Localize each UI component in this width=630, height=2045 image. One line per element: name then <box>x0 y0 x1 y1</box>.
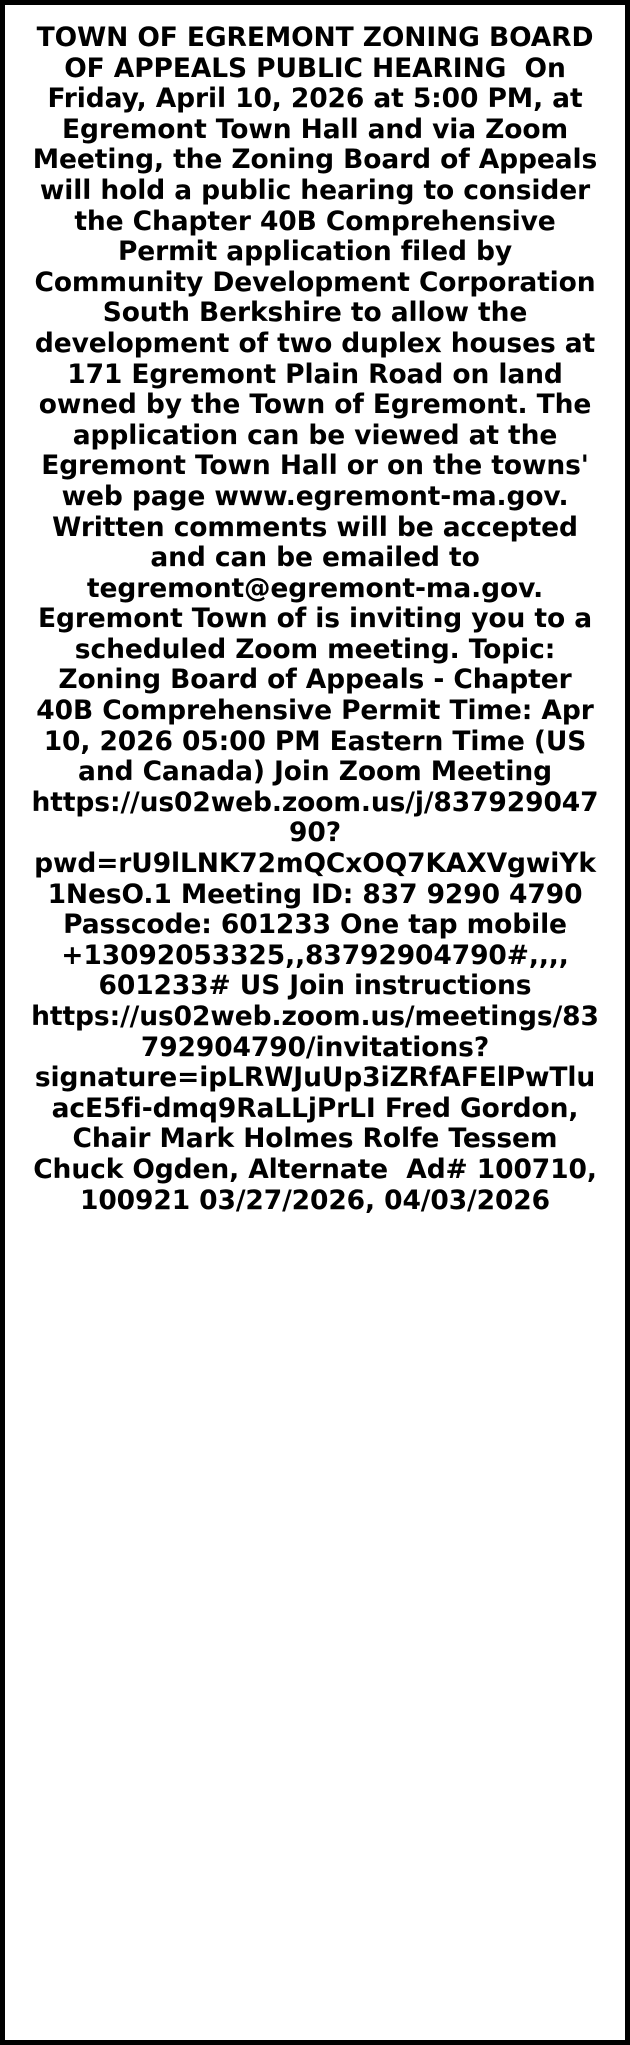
legal-notice-body: TOWN OF EGREMONT ZONING BOARD OF APPEALS PUBLIC HEARING On Friday, April 10, 2026 at 5:00 PM, at Egremont Town Hall and via Zoom Meeting, the Zoning Board of Appeals will hold a public hearing to consider the Chapter 40B Comprehensive Permit application filed by Community Development Corporation South Berkshire to allow the development of two duplex houses at 171 Egremont Plain Road on land owned by the Town of Egremont. The application can be viewed at the Egremont Town Hall or on the towns' web page www.egremont-ma.gov. Written comments will be accepted and can be emailed to tegremont@egremont-ma.gov. Egremont Town of is inviting you to a scheduled Zoom meeting. Topic: Zoning Board of Appeals - Chapter 40B Comprehensive Permit Time: Apr 10, 2026 05:00 PM Eastern Time (US and Canada) Join Zoom Meeting https://us02web.zoom.us/j/83792904790?pwd=rU9lLNK72mQCxOQ7KAXVgwiYk1NesO.1 Meeting ID: 837 9290 4790 Passcode: 601233 One tap mobile +13092053325,,83792904790#,,,, 601233# US Join instructions https://us02web.zoom.us/meetings/83792904790/invitations?signature=ipLRWJuUp3iZRfAFElPwTluacE5fi-dmq9RaLLjPrLI Fred Gordon, Chair Mark Holmes Rolfe Tessem Chuck Ogden, Alternate Ad# 100710, 100921 03/27/2026, 04/03/2026 <box>31 22 607 1216</box>
